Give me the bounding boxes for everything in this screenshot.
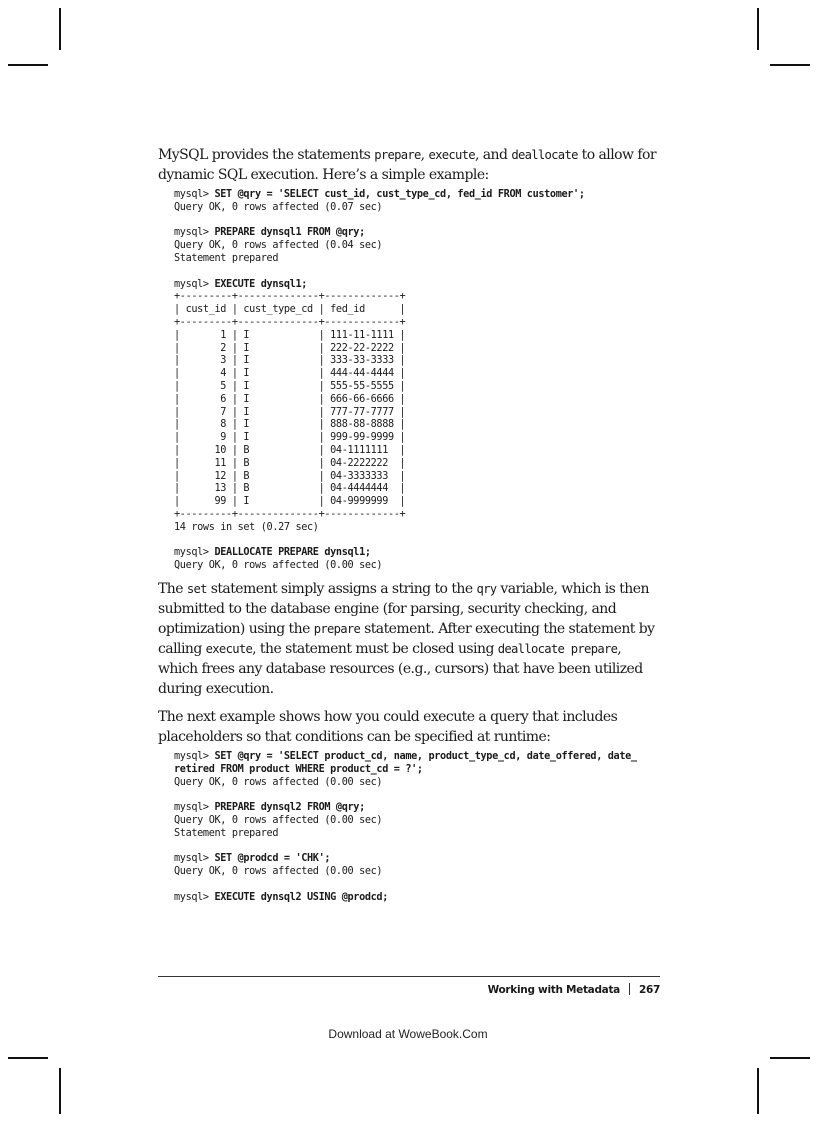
code-line: Query OK, 0 rows affected (0.00 sec) xyxy=(174,560,383,572)
code-block-1 xyxy=(174,189,660,573)
inline-code: execute xyxy=(428,148,475,162)
inline-code: deallocate xyxy=(511,148,578,162)
download-watermark: Download at WoweBook.Com xyxy=(328,1027,488,1041)
result-row: | 10 | B | 04-1111111 | xyxy=(174,444,406,456)
result-row: | 13 | B | 04-4444444 | xyxy=(174,483,406,495)
crop-mark xyxy=(757,8,759,50)
crop-mark xyxy=(770,1057,810,1059)
code-line: Query OK, 0 rows affected (0.04 sec) xyxy=(174,240,383,252)
inline-code: prepare xyxy=(374,148,421,162)
crop-mark xyxy=(8,64,48,66)
page-number: 267 xyxy=(638,984,660,996)
table-border: +---------+--------------+-------------+ xyxy=(174,291,406,303)
inline-code: deallocate prepare xyxy=(497,641,618,656)
result-row: | 5 | I | 555-55-5555 | xyxy=(174,380,406,392)
code-line: mysql> EXECUTE dynsql2 USING @prodcd; xyxy=(174,891,388,903)
page-footer xyxy=(158,983,660,996)
code-block-2 xyxy=(174,751,660,905)
crop-mark xyxy=(757,1068,759,1114)
result-row: | 99 | I | 04-9999999 | xyxy=(174,496,406,508)
result-row: | 7 | I | 777-77-7777 | xyxy=(174,406,406,418)
result-row: | 11 | B | 04-2222222 | xyxy=(174,457,406,469)
crop-mark xyxy=(59,1068,61,1114)
result-row: | 3 | I | 333-33-3333 | xyxy=(174,355,406,367)
code-line: Query OK, 0 rows affected (0.00 sec) xyxy=(174,866,383,878)
section-title: Working with Metadata xyxy=(487,984,620,996)
code-line: retired FROM product WHERE product_cd = ?'; xyxy=(174,763,423,775)
code-line: Query OK, 0 rows affected (0.00 sec) xyxy=(174,776,383,788)
code-line: Statement prepared xyxy=(174,827,279,839)
result-row: | 12 | B | 04-3333333 | xyxy=(174,470,406,482)
placeholder-paragraph: The next example shows how you could execute a query that includes placeholders so that conditions can be specified at runtime: xyxy=(158,708,618,745)
code-line: Statement prepared xyxy=(174,252,279,264)
code-line: mysql> PREPARE dynsql2 FROM @qry; xyxy=(174,802,365,814)
inline-code: prepare xyxy=(313,621,361,636)
code-line: mysql> SET @qry = 'SELECT product_cd, name, product_type_cd, date_offered, date_ xyxy=(174,750,637,762)
page-body xyxy=(158,145,660,904)
code-line: mysql> PREPARE dynsql1 FROM @qry; xyxy=(174,227,365,239)
table-border: +---------+--------------+-------------+ xyxy=(174,316,406,328)
code-line: Query OK, 0 rows affected (0.00 sec) xyxy=(174,814,383,826)
result-row: | 4 | I | 444-44-4444 | xyxy=(174,368,406,380)
code-line: mysql> DEALLOCATE PREPARE dynsql1; xyxy=(174,547,371,559)
intro-paragraph: MySQL provides the statements prepare, execute, and deallocate to allow for dynamic SQL execution. Here’s a simple example: xyxy=(158,147,656,183)
inline-code: set xyxy=(186,581,207,596)
table-border: +---------+--------------+-------------+ xyxy=(174,508,406,520)
code-line: Query OK, 0 rows affected (0.07 sec) xyxy=(174,201,383,213)
footer-rule xyxy=(158,976,660,977)
inline-code: qry xyxy=(476,581,497,596)
result-row: | 1 | I | 111-11-1111 | xyxy=(174,329,406,341)
result-row: | 2 | I | 222-22-2222 | xyxy=(174,342,406,354)
code-line: mysql> EXECUTE dynsql1; xyxy=(174,278,308,290)
explanation-paragraph: The set statement simply assigns a string to the qry variable, which is then submitted to the database engine (for parsing, security checking, and optimization) using the prepare statement. After executing the statement by calling execute, the statement must be closed using deallocate prepare, which frees any database resources (e.g., cursors) that have been utilized during execution. xyxy=(158,580,655,697)
code-line: mysql> SET @prodcd = 'CHK'; xyxy=(174,853,331,865)
result-row: | 9 | I | 999-99-9999 | xyxy=(174,432,406,444)
table-header: | cust_id | cust_type_cd | fed_id | xyxy=(174,304,406,316)
footer-separator xyxy=(629,983,630,995)
result-row: | 6 | I | 666-66-6666 | xyxy=(174,393,406,405)
inline-code: execute xyxy=(205,641,253,656)
crop-mark xyxy=(8,1057,48,1059)
crop-mark xyxy=(59,8,61,50)
row-count: 14 rows in set (0.27 sec) xyxy=(174,521,319,533)
result-row: | 8 | I | 888-88-8888 | xyxy=(174,419,406,431)
code-line: mysql> SET @qry = 'SELECT cust_id, cust_type_cd, fed_id FROM customer'; xyxy=(174,189,585,200)
crop-mark xyxy=(770,64,810,66)
